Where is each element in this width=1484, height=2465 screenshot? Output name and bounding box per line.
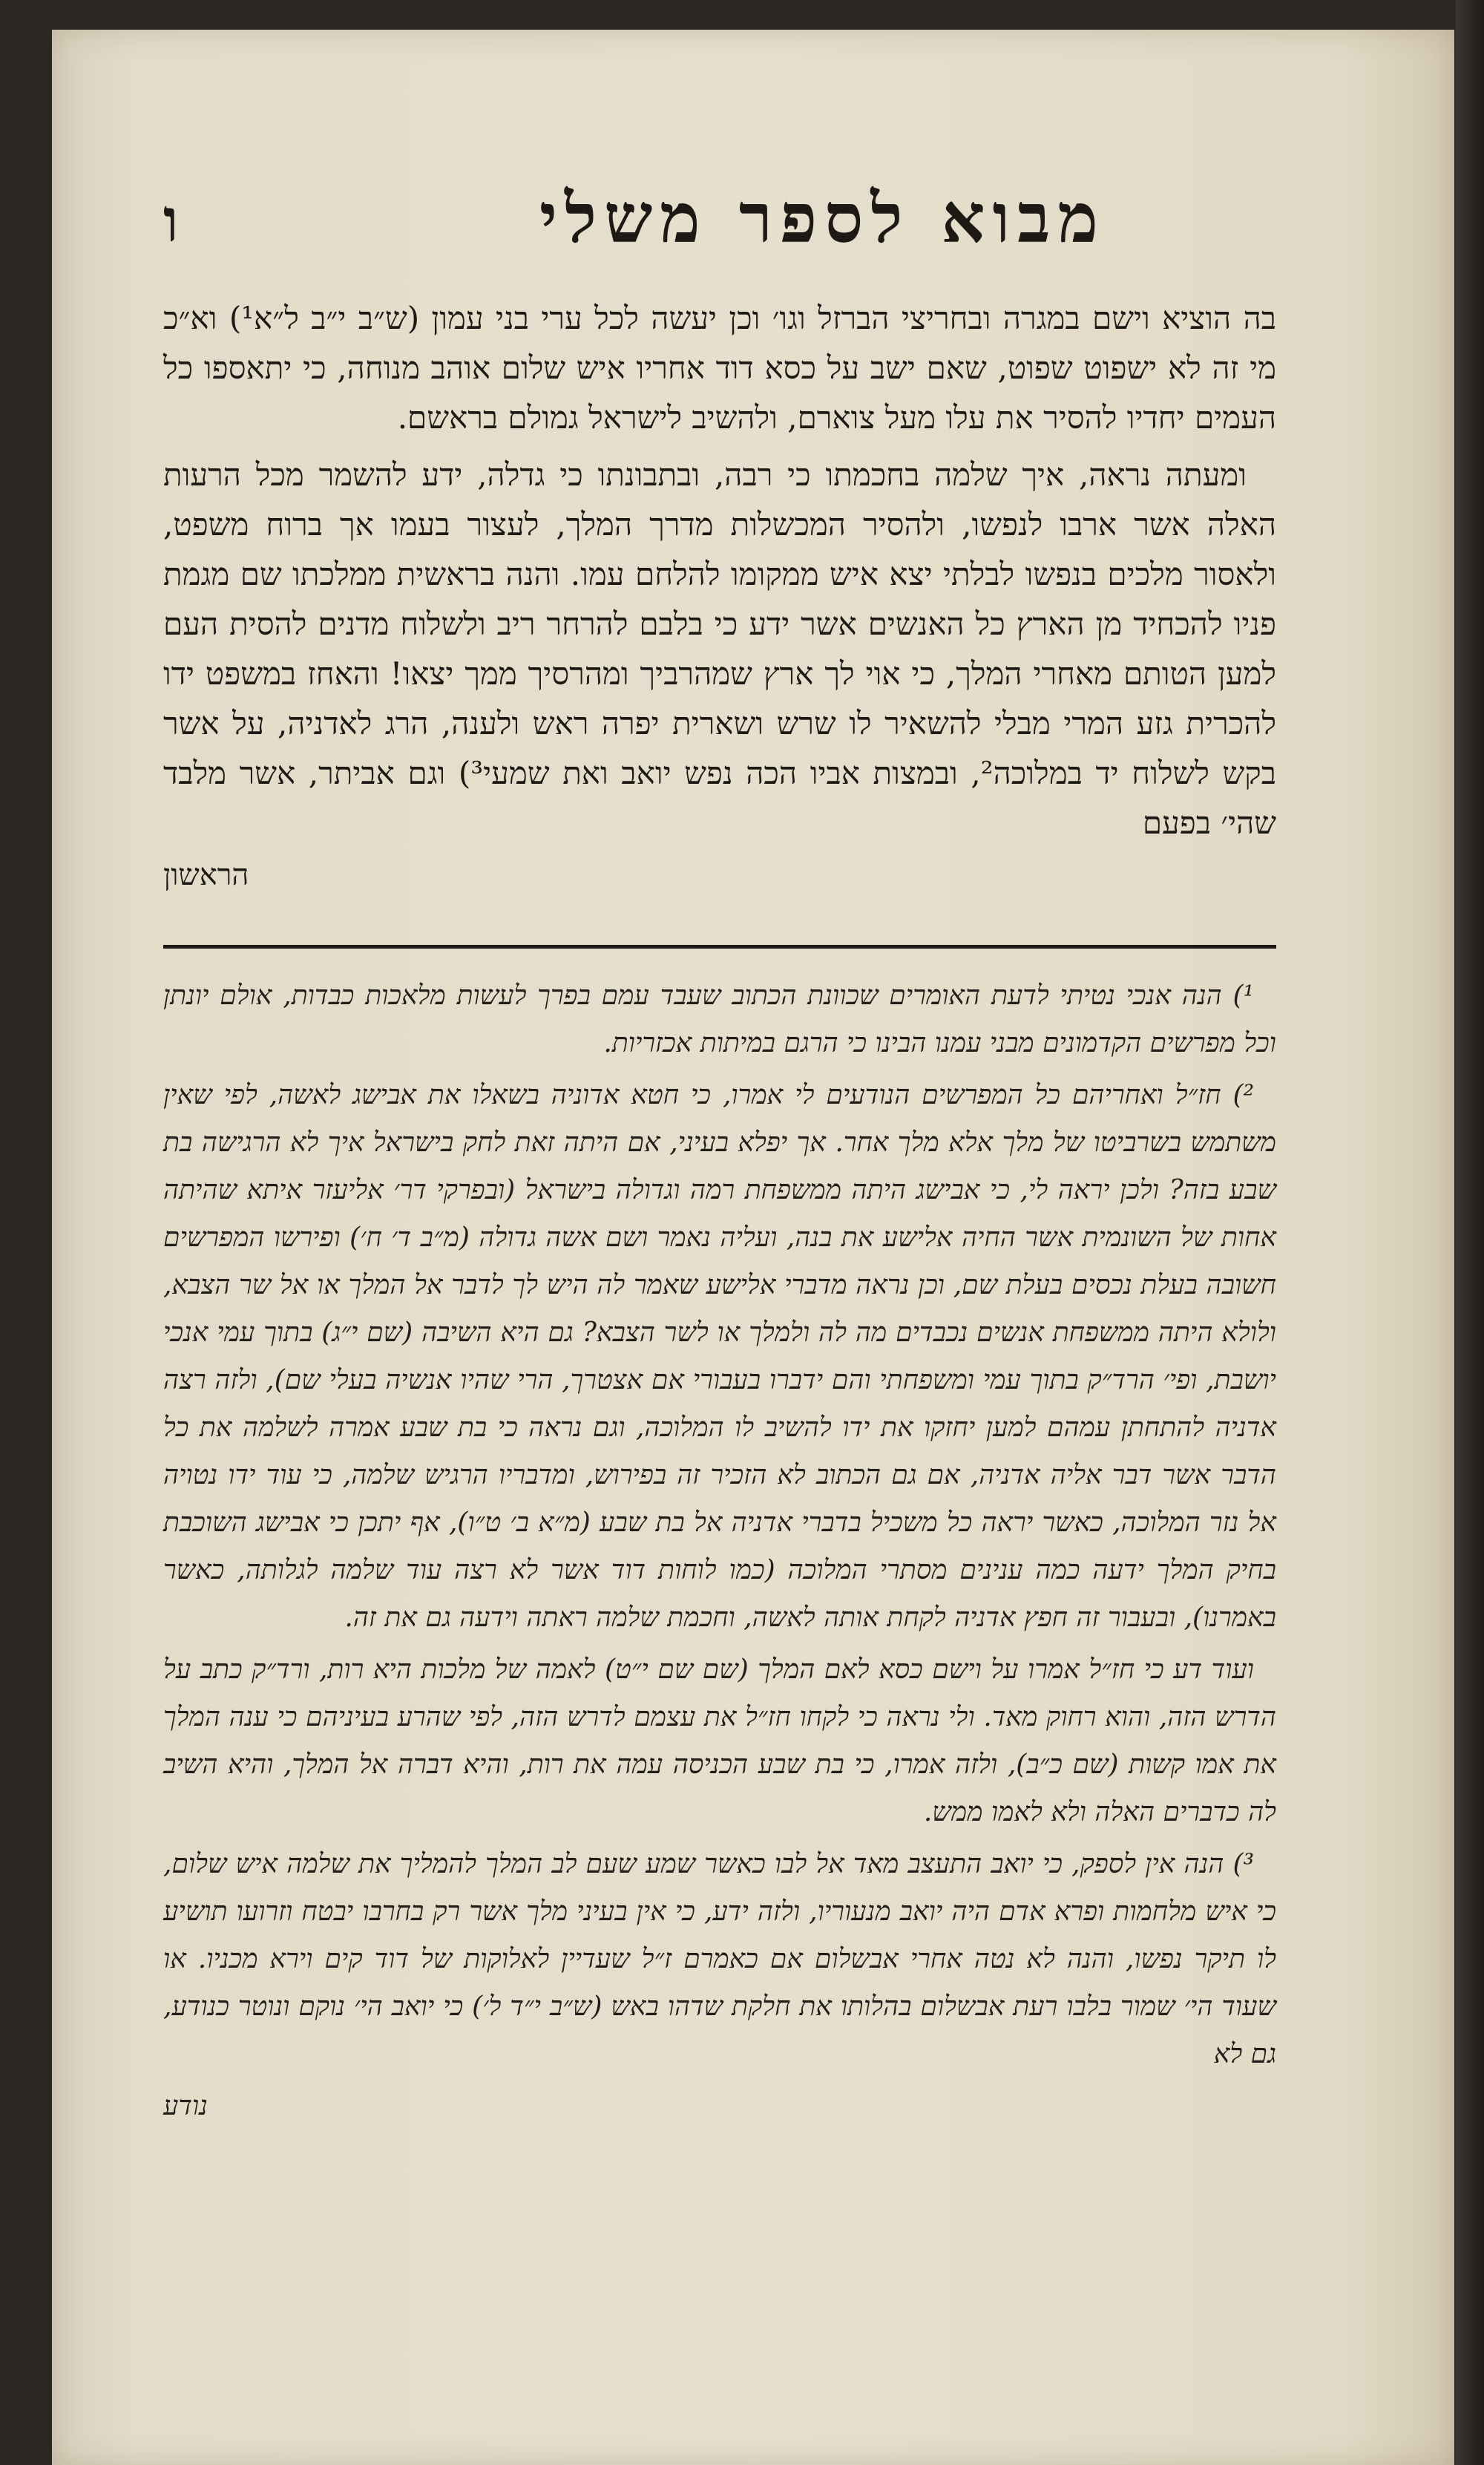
page-edge	[1456, 0, 1484, 2465]
footnote-3: ³) הנה אין לספק, כי יואב התעצב מאד אל לבו כאשר שמע שעם לב המלך להמליך את שלמה איש שלום, כי איש מלחמות ופרא אדם היה יואב מנעוריו, ולזה ידע, כי אין בעיני מלך אשר רק בחרבו יבטח וזרועו תושיע לו תיקר נפשו, והנה לא נטה אחרי אבשלום אם כאמרם ז״ל שעדיין לאלוקות של דוד קים וירא מכניו. או שעוד הי׳ שמור בלבו רעת אבשלום בהלותו את חלקת שדהו באש (ש״ב י״ד ל׳) כי יואב הי׳ נוקם ונוטר כנודע, גם לא	[163, 1849, 1276, 2069]
page-number: ו	[163, 186, 179, 255]
page-content	[163, 171, 1276, 2130]
footnote-catchword: נודע	[163, 2091, 208, 2121]
paragraph: בה הוציא וישם במגרה ובחריצי הברזל וגו׳ וכן יעשה לכל ערי בני עמון (ש״ב י״ב ל״א¹) וא״כ מי זה לא ישפוט שפוט, שאם ישב על כסא דוד אחריו איש שלום אוהב מנוחה, כי יתאספו כל העמים יחדיו להסיר את עלו מעל צוארם, ולהשיב לישראל גמולם בראשם.	[163, 300, 1276, 436]
paragraph: ומעתה נראה, איך שלמה בחכמתו כי רבה, ובתבונתו כי גדלה, ידע להשמר מכל הרעות האלה אשר ארבו לנפשו, ולהסיר המכשלות מדרך המלך, לעצור בעמו אך ברוח משפט, ולאסור מלכים בנפשו לבלתי יצא איש ממקומו להלחם עמו. והנה בראשית ממלכתו שם מגמת פניו להכחיד מן הארץ כל האנשים אשר ידע כי בלבם להרחר ריב ולשלוח מדנים להסית העם למען הטותם מאחרי המלך, כי אוי לך ארץ שמהרביך ומהרסיך ממך יצאו! והאחז במשפט ידו להכרית גזע המרי מבלי להשאיר לו שרש ושארית יפרה ראש ולענה, הרג לאדניה, על אשר בקש לשלוח יד במלוכה², ובמצות אביו הכה נפש יואב ואת שמעי³) וגם אביתר, אשר מלבד שהי׳ בפעם	[163, 456, 1276, 841]
footnote-2-continued: ועוד דע כי חז״ל אמרו על וישם כסא לאם המלך (שם שם י״ט) לאמה של מלכות היא רות, ורד״ק כתב על הדרש הזה, והוא רחוק מאד. ולי נראה כי לקחו חז״ל את עצמם לדרש הזה, לפי שהרע בעיניהם כי ענה המלך את אמו קשות (שם כ״ב), ולזה אמרו, כי בת שבע הכניסה עמה את רות, והיא דברה אל המלך, והיא השיב לה כדברים האלה ולא לאמו ממש.	[163, 1654, 1277, 1827]
footnotes	[163, 972, 1276, 2130]
footnote-2: ²) חז״ל ואחריהם כל המפרשים הנודעים לי אמרו, כי חטא אדוניה בשאלו את אבישג לאשה, לפי שאין משתמש בשרביטו של מלך אלא מלך אחר. אך יפלא בעיני, אם היתה זאת לחק בישראל איך לא הרגישה בת שבע בזה? ולכן יראה לי, כי אבישג היתה ממשפחת רמה וגדולה בישראל (ובפרקי דר׳ אליעזר איתא שהיתה אחות של השונמית אשר החיה אלישע את בנה, ועליה נאמר ושם אשה גדולה (מ״ב ד׳ ח׳) ופירשו המפרשים חשובה בעלת נכסים בעלת שם, וכן נראה מדברי אלישע שאמר לה היש לך לדבר אל המלך או אל שר הצבא, ולולא היתה ממשפחת אנשים נכבדים מה לה ולמלך או לשר הצבא? גם היא השיבה (שם י״ג) בתוך עמי אנכי יושבת, ופי׳ הרד״ק בתוך עמי ומשפחתי והם ידברו בעבורי אם אצטרך, הרי שהיו אנשיה בעלי שם), ולזה רצה אדניה להתחתן עמהם למען יחזקו את ידו להשיב לו המלוכה, וגם נראה כי בת שבע אמרה לשלמה את כל הדבר אשר דבר אליה אדניה, אם גם הכתוב לא הזכיר זה בפירוש, ומדבריו הרגיש שלמה, כי עוד ידו נטויה אל נזר המלוכה, כאשר יראה כל משכיל בדברי אדניה אל בת שבע (מ״א ב׳ ט״ו), אף יתכן כי אבישג השוכבת בחיק המלך ידעה כמה ענינים מסתרי המלוכה (כמו לוחות דוד אשר לא רצה עוד שלמה לגלותה, כאשר באמרנו), ובעבור זה חפץ אדניה לקחת אותה לאשה, וחכמת שלמה ראתה וידעה גם את זה.	[163, 1080, 1276, 1633]
page-header	[163, 171, 1276, 278]
footnote-1: ¹) הנה אנכי נטיתי לדעת האומרים שכוונת הכתוב שעבד עמם בפרך לעשות מלאכות כבדות, אולם יונתן וכל מפרשים הקדמונים מבני עמנו הבינו כי הרגם במיתות אכזריות.	[163, 981, 1276, 1058]
page-title: מבוא לספר משלי	[539, 178, 1106, 258]
catchword: הראשון	[163, 858, 249, 892]
main-text	[163, 293, 1276, 900]
footnote-divider	[163, 945, 1276, 949]
